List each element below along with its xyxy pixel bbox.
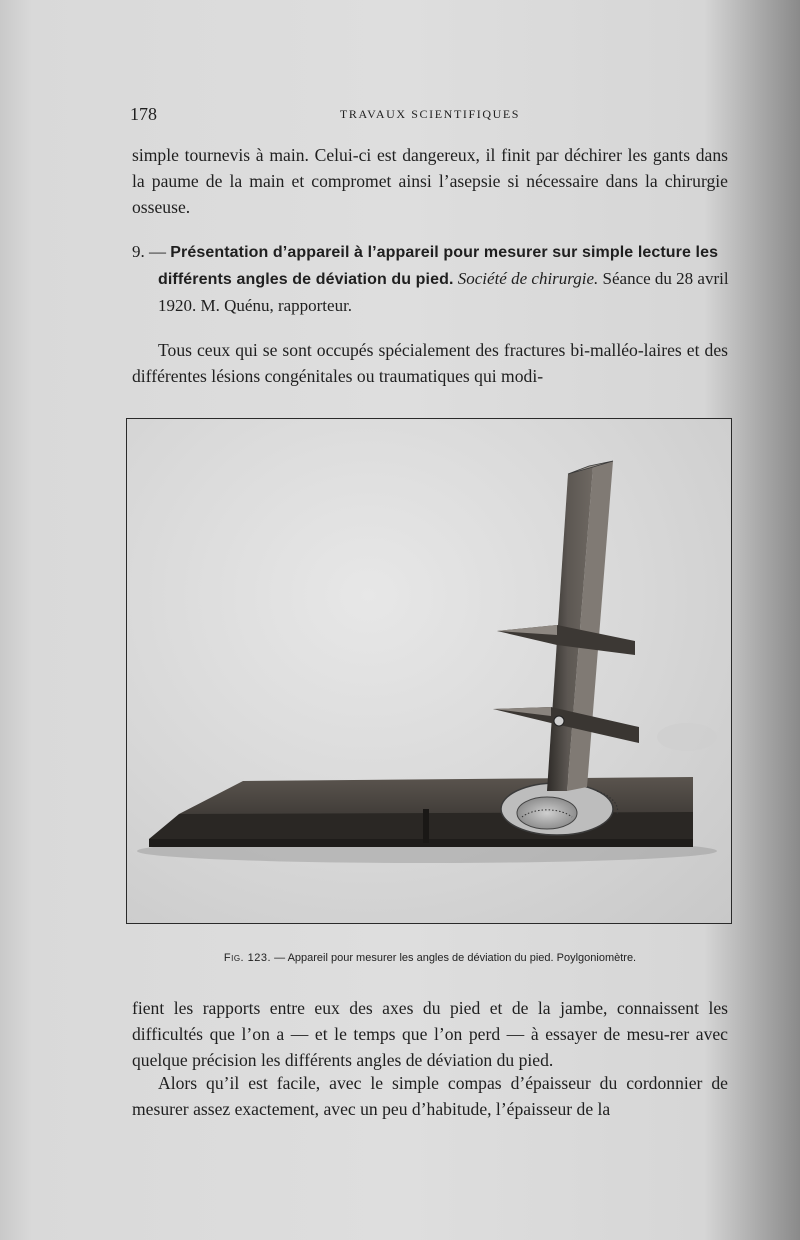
figure-photo [126,418,732,924]
figure-caption [130,952,730,964]
running-head: TRAVAUX SCIENTIFIQUES [339,107,521,121]
page-header [130,104,730,128]
base-board-bottom [149,839,693,847]
section-number: 9. — [132,242,166,261]
pointer-screw [554,716,564,726]
figure-label: Fig. 123. [223,952,272,964]
board-notch [423,809,429,843]
section-title: Présentation d’appareil à l’appareil pour mesurer sur simple lecture les différents angles de déviation du pied. [158,244,719,288]
paragraph-4: Alors qu’il est facile, avec le simple compas d’épaisseur du cordonnier de mesurer assez exactement, avec un peu d’habitude, l’épaisseur de la [132,1073,728,1119]
goniometer-illustration [127,419,732,924]
page-number: 178 [130,104,157,124]
protractor-inner [517,797,577,829]
paragraph-1: simple tournevis à main. Celui-ci est dangereux, il finit par déchirer les gants dans la paume de la main et compromet ainsi l’asepsie si nécessaire dans la chirurgie osseuse. [132,145,728,217]
paragraph-3: fient les rapports entre eux des axes du pied et de la jambe, connaissent les difficultés que l’on a — et le temps que l’on perd — à essayer de mesu-rer avec quelque précision les différents angles de déviation du pied. [132,998,728,1070]
section-society: Société de chirurgie. [457,269,599,288]
paragraph-2: Tous ceux qui se sont occupés spécialement des fractures bi-malléo-laires et des différentes lésions congénitales ou traumatiques qui modi- [132,340,728,386]
section-details: Séance du 28 avril 1920. M. Quénu, rapporteur. [158,269,729,315]
figure-caption-text: — Appareil pour mesurer les angles de déviation du pied. Poylgoniomètre. [274,952,637,964]
section-9 [132,239,734,319]
